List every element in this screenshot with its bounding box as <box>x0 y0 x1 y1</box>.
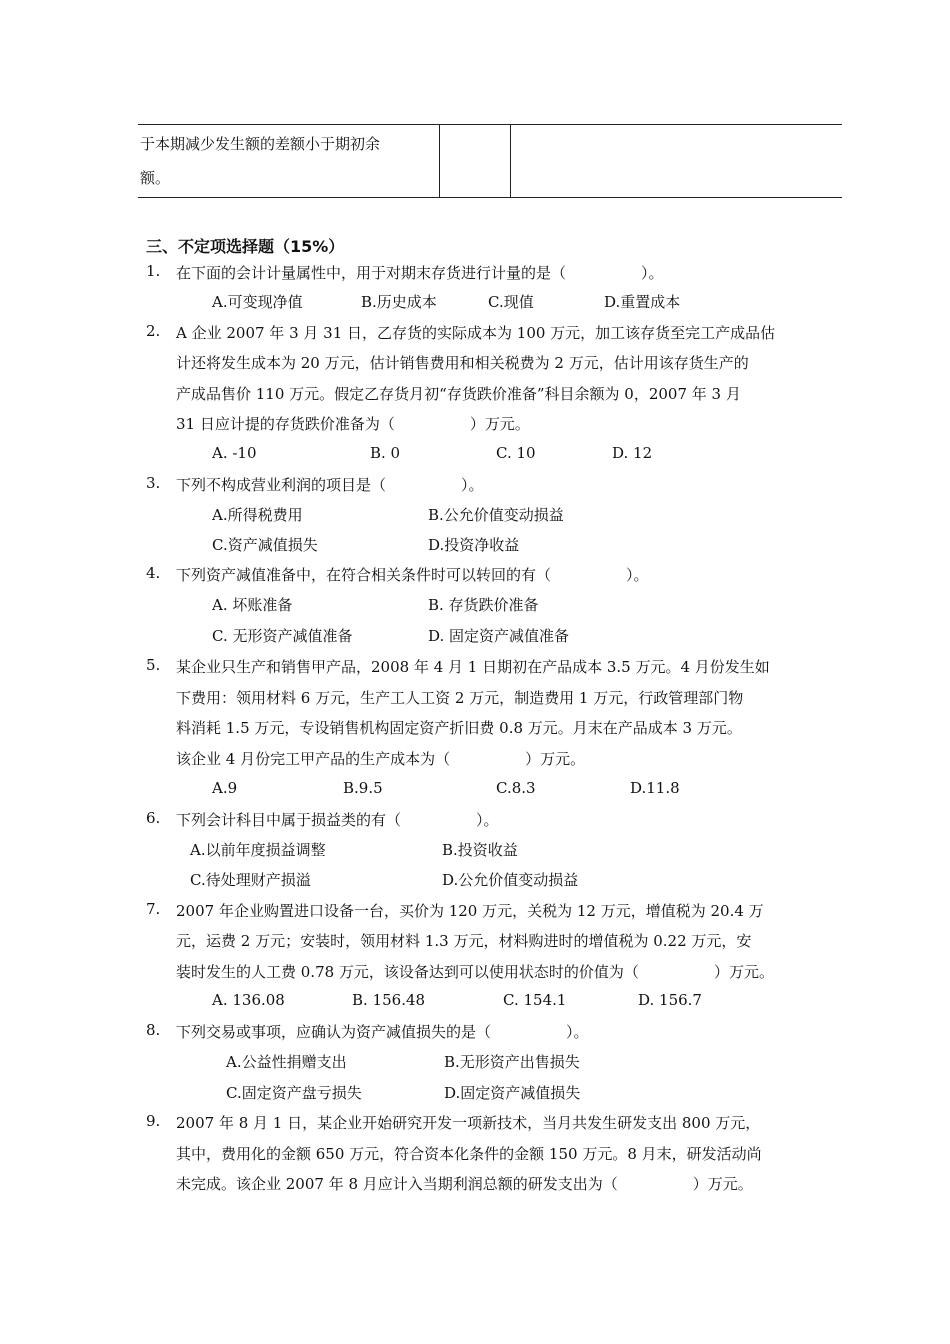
option-c: C.资产减值损失 <box>212 536 318 554</box>
option-c: C.待处理财产损溢 <box>190 871 311 889</box>
question-text: 某企业只生产和销售甲产品，2008 年 4 月 1 日期初在产品成本 3.5 万元。4 月份发生如 <box>176 658 770 676</box>
question-number: 1. <box>146 262 161 280</box>
question-number: 6. <box>146 809 161 827</box>
option-d: D.固定资产减值损失 <box>444 1084 581 1102</box>
option-a: A.可变现净值 <box>212 293 303 311</box>
question-text: 产成品售价 110 万元。假定乙存货月初“存货跌价准备”科目余额为 0，2007 年 3 月 <box>176 385 741 403</box>
option-b: B.历史成本 <box>361 293 437 311</box>
question-number: 7. <box>146 900 161 918</box>
option-b: B. 0 <box>370 444 401 462</box>
question-text: 元，运费 2 万元；安装时，领用材料 1.3 万元，材料购进时的增值税为 0.22 万元，安 <box>176 932 752 950</box>
option-c: C. 无形资产减值准备 <box>212 627 353 645</box>
option-d: D.11.8 <box>630 779 680 797</box>
option-d: D.重置成本 <box>604 293 681 311</box>
option-d: D.公允价值变动损益 <box>442 871 579 889</box>
question-text: 下列资产减值准备中，在符合相关条件时可以转回的有（ ）。 <box>176 566 649 584</box>
option-b: B.无形资产出售损失 <box>444 1053 580 1071</box>
option-b: B.公允价值变动损益 <box>428 506 564 524</box>
continued-table <box>138 124 842 198</box>
question-number: 8. <box>146 1021 161 1039</box>
question-text: 该企业 4 月份完工甲产品的生产成本为（ ）万元。 <box>176 750 586 768</box>
option-d: D. 固定资产减值准备 <box>428 627 570 645</box>
option-d: D. 12 <box>612 444 653 462</box>
option-a: A.公益性捐赠支出 <box>226 1053 347 1071</box>
question-text: 在下面的会计计量属性中，用于对期末存货进行计量的是（ ）。 <box>176 264 664 282</box>
option-d: D.投资净收益 <box>428 536 520 554</box>
table-divider <box>439 125 440 197</box>
option-c: C. 154.1 <box>503 991 567 1009</box>
question-text: A 企业 2007 年 3 月 31 日，乙存货的实际成本为 100 万元，加工该存货至完工产成品估 <box>176 324 776 342</box>
option-a: A. 136.08 <box>212 991 285 1009</box>
table-divider <box>510 125 511 197</box>
question-text: 其中，费用化的金额 650 万元，符合资本化条件的金额 150 万元。8 月末，研发活动尚 <box>176 1145 762 1163</box>
option-a: A.以前年度损益调整 <box>190 841 326 859</box>
option-a: A.所得税费用 <box>212 506 303 524</box>
option-d: D. 156.7 <box>638 991 702 1009</box>
question-text: 下费用：领用材料 6 万元，生产工人工资 2 万元，制造费用 1 万元，行政管理部门物 <box>176 689 744 707</box>
option-a: A.9 <box>212 779 238 797</box>
question-text: 装时发生的人工费 0.78 万元，该设备达到可以使用状态时的价值为（ ）万元。 <box>176 963 774 981</box>
section-title: 三、不定项选择题（15%） <box>146 237 345 256</box>
option-c: C.现值 <box>488 293 534 311</box>
question-text: 2007 年 8 月 1 日，某企业开始研究开发一项新技术，当月共发生研发支出 800 万元， <box>176 1114 761 1132</box>
question-number: 2. <box>146 322 161 340</box>
option-a: A. 坏账准备 <box>212 596 293 614</box>
question-number: 9. <box>146 1112 161 1130</box>
option-c: C. 10 <box>496 444 536 462</box>
question-number: 5. <box>146 656 161 674</box>
option-b: B. 存货跌价准备 <box>428 596 539 614</box>
question-text: 下列不构成营业利润的项目是（ ）。 <box>176 476 484 494</box>
question-text: 2007 年企业购置进口设备一台，买价为 120 万元，关税为 12 万元，增值税为 20.4 万 <box>176 902 764 920</box>
question-text: 料消耗 1.5 万元，专设销售机构固定资产折旧费 0.8 万元。月末在产品成本 3 万元。 <box>176 719 742 737</box>
option-c: C.固定资产盘亏损失 <box>226 1084 362 1102</box>
question-text: 未完成。该企业 2007 年 8 月应计入当期利润总额的研发支出为（ ）万元。 <box>176 1175 753 1193</box>
table-cell-text <box>138 125 438 197</box>
question-text: 31 日应计提的存货跌价准备为（ ）万元。 <box>176 415 530 433</box>
option-c: C.8.3 <box>496 779 536 797</box>
question-text: 计还将发生成本为 20 万元，估计销售费用和相关税费为 2 万元，估计用该存货生产的 <box>176 354 749 372</box>
question-text: 下列交易或事项，应确认为资产减值损失的是（ ）。 <box>176 1023 589 1041</box>
question-text: 下列会计科目中属于损益类的有（ ）。 <box>176 811 499 829</box>
question-number: 4. <box>146 564 161 582</box>
option-b: B. 156.48 <box>352 991 426 1009</box>
question-number: 3. <box>146 474 161 492</box>
option-b: B.9.5 <box>343 779 383 797</box>
table-cell-line: 额。 <box>140 169 171 187</box>
table-cell-line: 于本期减少发生额的差额小于期初余 <box>140 135 381 153</box>
option-a: A. -10 <box>212 444 257 462</box>
option-b: B.投资收益 <box>442 841 518 859</box>
